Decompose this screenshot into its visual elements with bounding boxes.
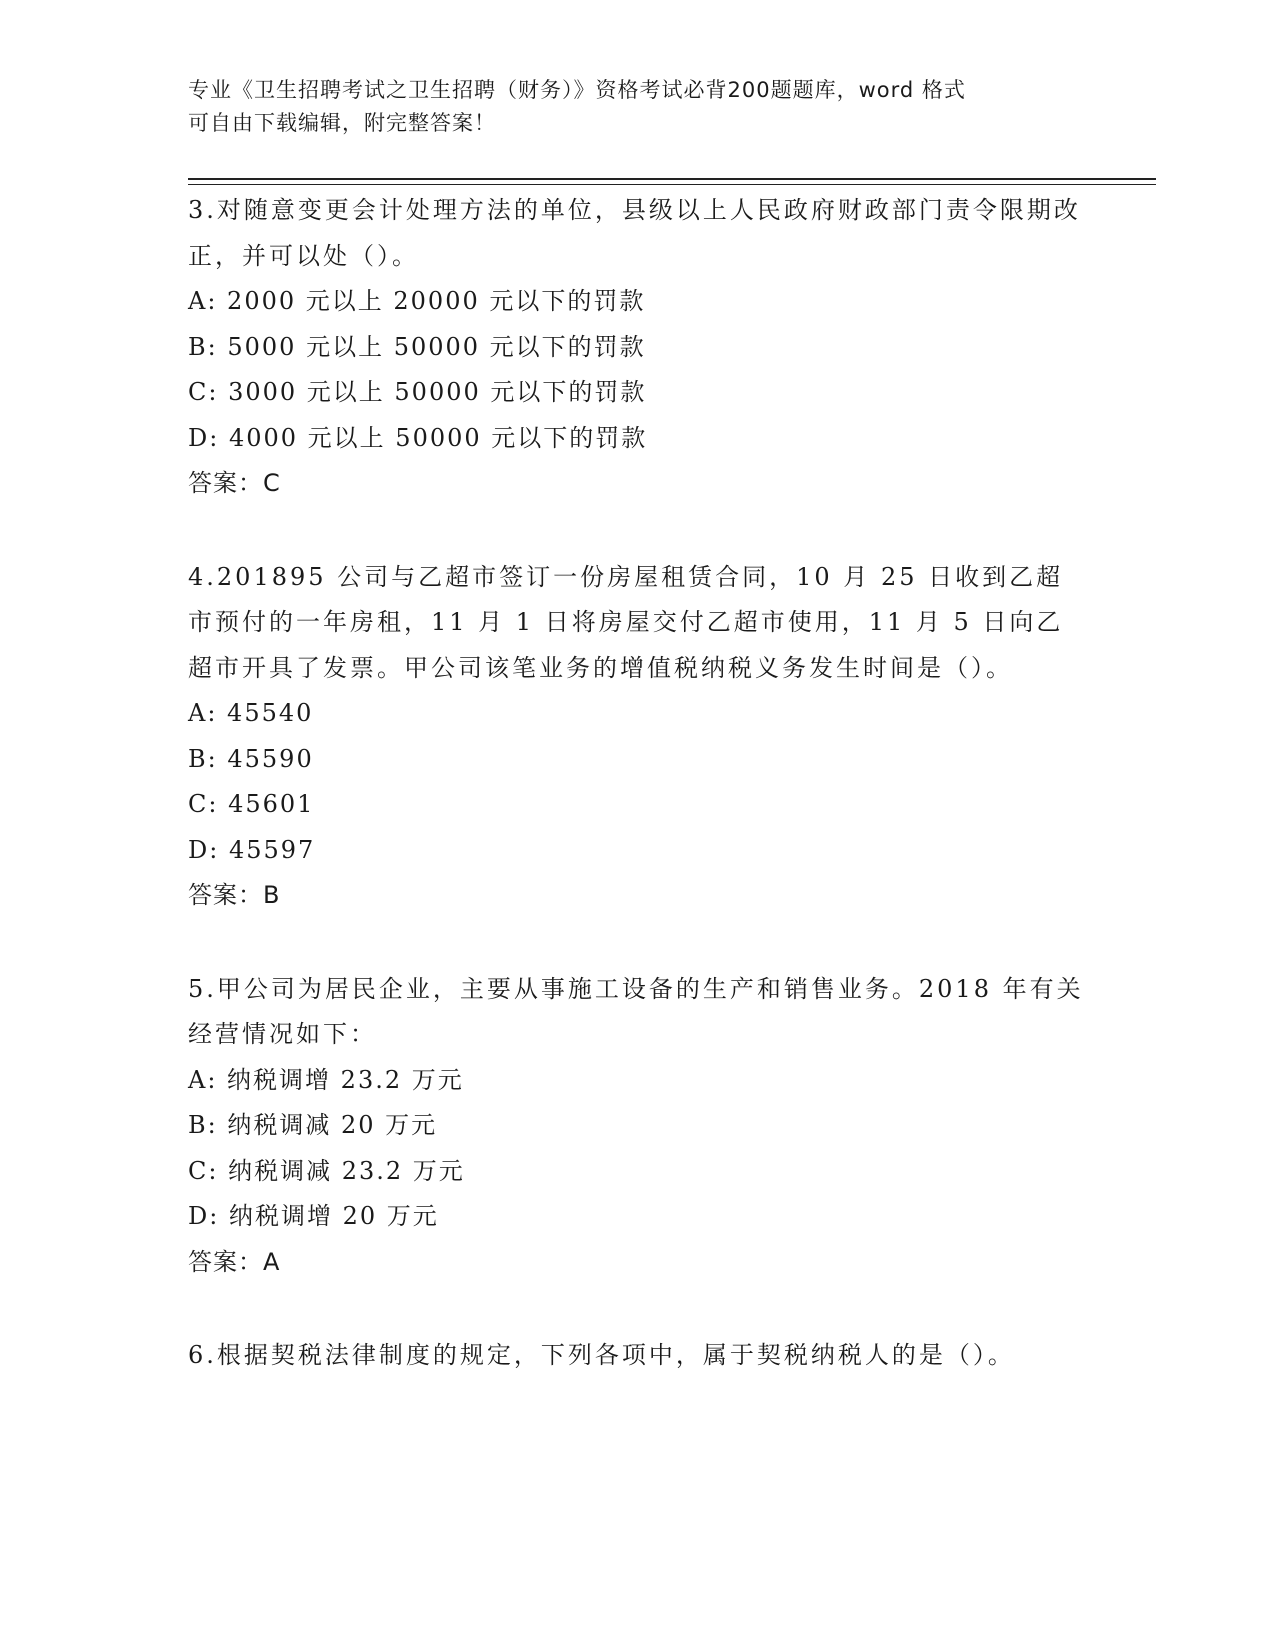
option-label: A: [188,699,228,727]
option-text: 纳税调增 23.2 万元 [227,1065,464,1094]
answer-text: 答案：B [188,881,281,909]
option-label: C: [188,378,229,406]
header-rule-thick [188,178,1156,180]
option-d [188,828,1088,874]
answer-text: 答案：C [188,469,281,497]
option-text: 4000 元以上 50000 元以下的罚款 [228,423,648,452]
option-label: B: [188,1111,228,1139]
option-b [188,737,1088,783]
question-text: 5.甲公司为居民企业，主要从事施工设备的生产和销售业务。2018 年有关经营情况如下： [188,974,1084,1048]
option-label: D: [188,1202,229,1230]
option-label: D: [188,423,229,452]
option-text: 2000 元以上 20000 元以下的罚款 [227,287,646,315]
option-a [188,691,1088,737]
header-line-2: 可自由下载编辑，附完整答案！ [188,111,496,135]
option-b [188,1103,1088,1149]
option-label: C: [188,1156,229,1185]
option-c [188,1149,1088,1195]
option-label: D: [188,835,229,864]
question-4 [188,555,1088,919]
option-a [188,1058,1088,1104]
document-header [188,74,1068,140]
header-rule-thin [188,184,1156,185]
question-text: 4.201895 公司与乙超市签订一份房屋租赁合同，10 月 25 日收到乙超市预付的一年房租，11 月 1 日将房屋交付乙超市使用，11 月 5 日向乙超市开具了发票。甲公司该笔业务的增值税纳税义务发生时间是（）。 [188,562,1064,682]
option-text: 纳税调减 20 万元 [227,1111,438,1139]
questions-list [188,188,1088,1427]
option-a [188,279,1088,325]
option-c [188,782,1088,828]
header-line-1: 专业《卫生招聘考试之卫生招聘（财务）》资格考试必背200题题库，word 格式 [188,78,966,102]
option-label: A: [188,287,228,315]
option-text: 纳税调增 20 万元 [228,1202,439,1230]
option-text: 纳税调减 23.2 万元 [228,1156,465,1185]
option-c [188,370,1088,416]
option-b [188,325,1088,371]
option-text: 45601 [228,790,315,818]
option-label: C: [188,790,229,818]
option-text: 45597 [228,835,316,864]
option-text: 5000 元以上 50000 元以下的罚款 [227,332,646,361]
option-d [188,416,1088,462]
answer-text: 答案：A [188,1247,281,1276]
option-label: B: [188,744,228,773]
question-text: 3.对随意变更会计处理方法的单位，县级以上人民政府财政部门责令限期改正，并可以处（）。 [188,196,1081,270]
option-label: A: [188,1065,228,1094]
option-text: 45540 [227,699,314,727]
option-label: B: [188,332,228,361]
question-3 [188,188,1088,507]
option-text: 3000 元以上 50000 元以下的罚款 [228,378,647,406]
option-text: 45590 [227,744,314,773]
question-5 [188,967,1088,1286]
question-6 [188,1333,1088,1379]
question-text: 6.根据契税法律制度的规定，下列各项中，属于契税纳税人的是（）。 [188,1341,1015,1369]
option-d [188,1194,1088,1240]
